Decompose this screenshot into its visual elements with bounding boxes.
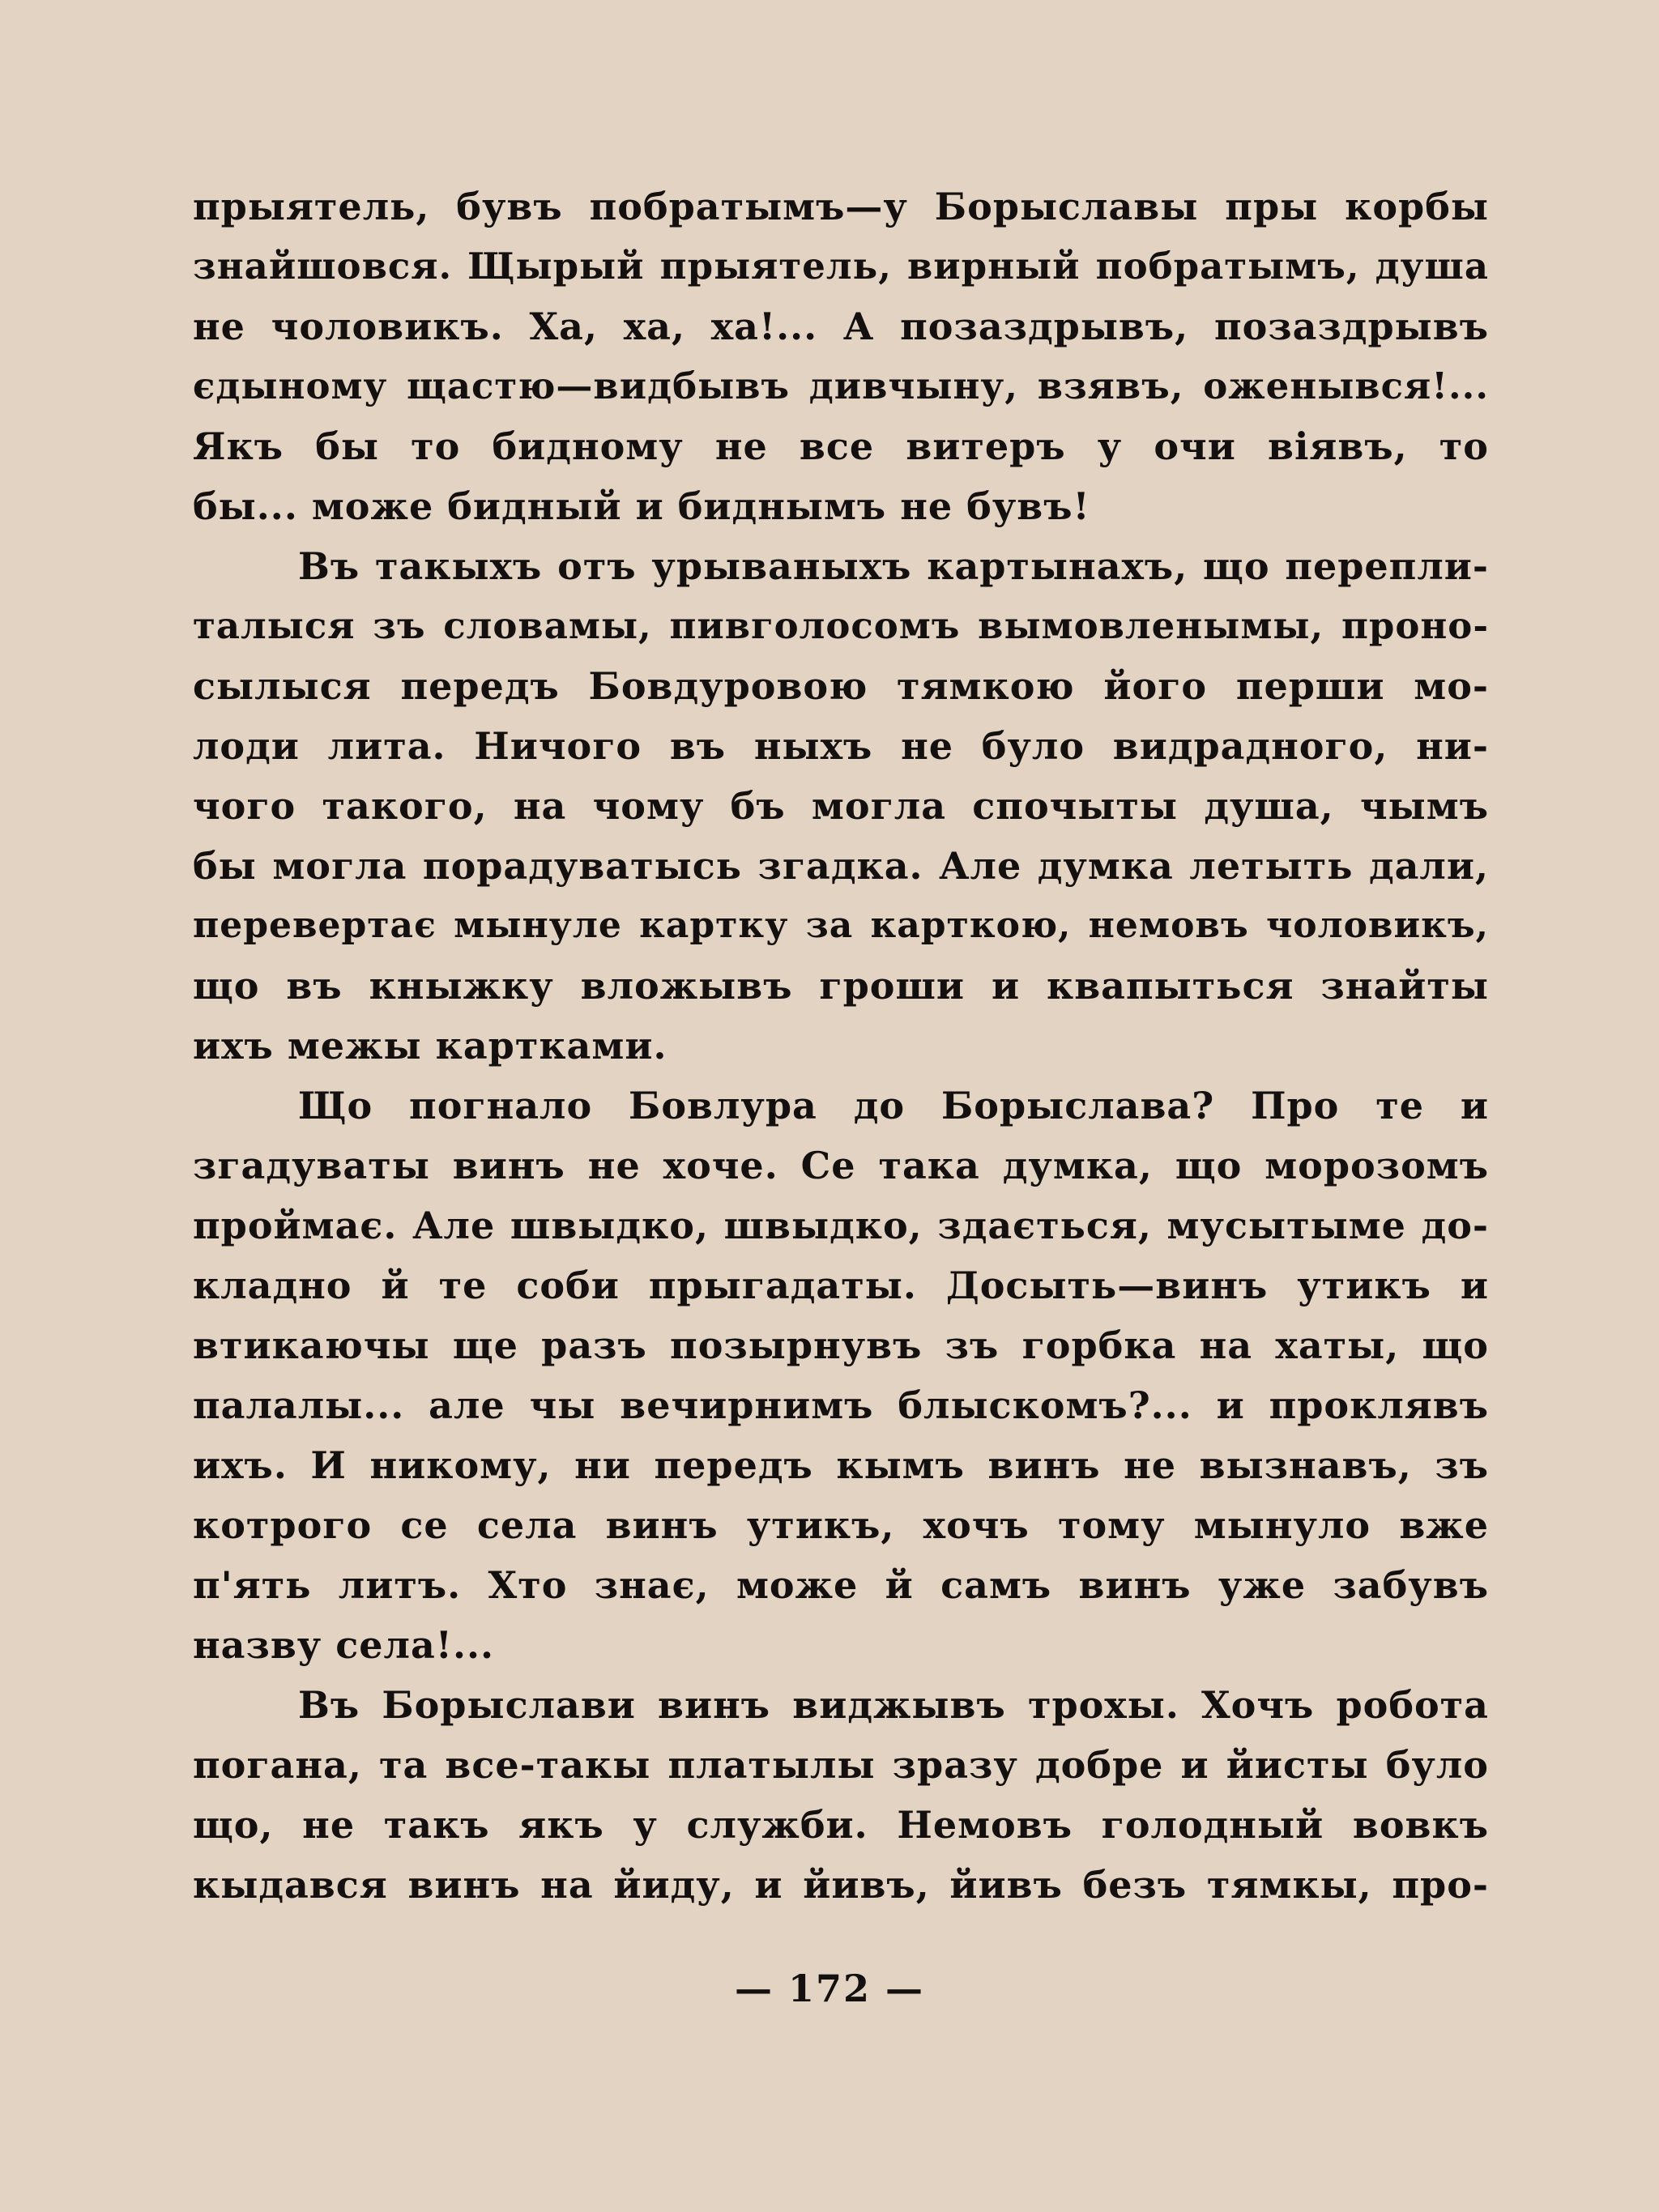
text-line: перевертає мынуле картку за карткою, немовъ чоловикъ, xyxy=(193,905,1489,946)
paragraph-first-line: Що погнало Бовлура до Борыслава? Про те и xyxy=(298,1084,1489,1127)
text-line: назву села!... xyxy=(193,1623,495,1667)
text-line: п'ять литъ. Хто знає, може й самъ винъ уже забувъ xyxy=(193,1563,1489,1607)
text-line: погана, та все-такы платылы зразу добре и йисты було xyxy=(193,1743,1489,1787)
text-line: ихъ. И никому, ни передъ кымъ винъ не вызнавъ, зъ xyxy=(193,1443,1489,1487)
text-line: бы... може бидный и биднымъ не бувъ! xyxy=(193,484,1090,528)
text-line: не чоловикъ. Ха, ха, ха!... А позаздрывъ, позаздрывъ xyxy=(193,305,1489,348)
text-line: кладно й те соби прыгадаты. Досыть—винъ утикъ и xyxy=(193,1264,1489,1307)
text-line: кыдався винъ на йиду, и йивъ, йивъ безъ тямкы, про- xyxy=(193,1863,1489,1907)
text-line: єдыному щастю—видбывъ дивчыну, взявъ, оженывся!... xyxy=(193,364,1489,407)
text-line: бы могла порадуватысь згадка. Але думка летыть дали, xyxy=(193,844,1489,888)
text-line: талыся зъ словамы, пивголосомъ вымовленымы, проно- xyxy=(193,604,1489,647)
text-line: котрого се села винъ утикъ, хочъ тому мынуло вже xyxy=(193,1503,1489,1547)
text-line: що, не такъ якъ у служби. Немовъ голодный вовкъ xyxy=(193,1803,1489,1847)
page-number: — 172 — xyxy=(734,1967,925,2010)
text-line: що въ кныжку вложывъ гроши и квапыться знайты xyxy=(193,964,1489,1008)
text-line: проймає. Але швыдко, швыдко, здається, мусытыме до- xyxy=(193,1204,1489,1247)
text-line: лоди лита. Ничого въ ныхъ не було видрадного, ни- xyxy=(193,724,1489,768)
text-line: ихъ межы картками. xyxy=(193,1024,667,1068)
text-line: згадуваты винъ не хоче. Се така думка, що морозомъ xyxy=(193,1144,1489,1187)
text-line: знайшовся. Щырый прыятель, вирный побратымъ, душа xyxy=(193,245,1489,288)
text-line: прыятель, бувъ побратымъ—у Борыславы пры корбы xyxy=(193,185,1489,228)
text-line: сылыся передъ Бовдуровою тямкою його перши мо- xyxy=(193,664,1489,708)
text-line: палалы... але чы вечирнимъ блыскомъ?... и проклявъ xyxy=(193,1383,1489,1427)
paragraph-first-line: Въ Борыслави винъ виджывъ трохы. Хочъ робота xyxy=(298,1683,1489,1727)
paragraph-first-line: Въ такыхъ отъ урываныхъ картынахъ, що перепли- xyxy=(298,544,1489,588)
text-line: чого такого, на чому бъ могла спочыты душа, чымъ xyxy=(193,784,1489,828)
text-line: втикаючы ще разъ позырнувъ зъ горбка на хаты, що xyxy=(193,1323,1489,1367)
text-line: Якъ бы то бидному не все витеръ у очи віявъ, то xyxy=(193,424,1489,468)
